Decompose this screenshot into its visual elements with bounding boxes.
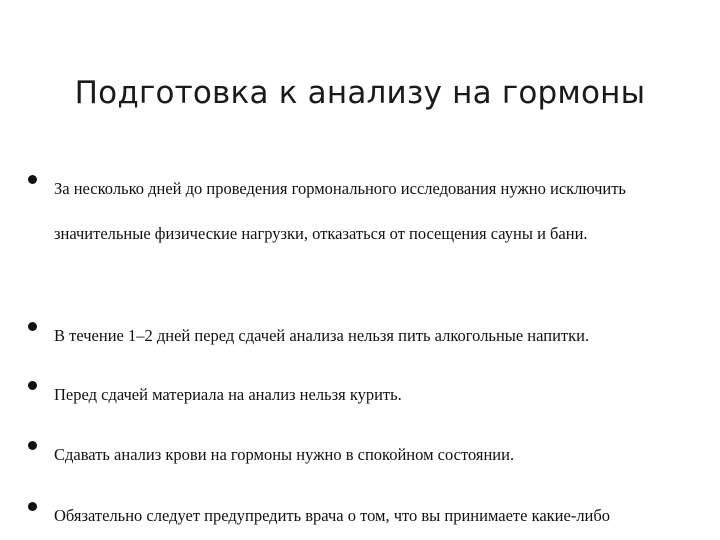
bullet-dot-icon xyxy=(28,175,37,184)
bullet-dot-icon xyxy=(28,322,37,331)
bullet-text: Сдавать анализ крови на гормоны нужно в спокойном состоянии. xyxy=(54,445,515,464)
bullet-text: В течение 1–2 дней перед сдачей анализа нельзя пить алкогольные напитки. xyxy=(54,326,590,345)
bullet-dot-icon xyxy=(28,502,37,511)
bullet-text: За несколько дней до проведения гормонального исследования нужно исключить значительные физические нагрузки, отказаться от посещения сауны и бани. xyxy=(54,179,626,243)
bullet-text: Перед сдачей материала на анализ нельзя курить. xyxy=(54,385,402,404)
bullet-text: Обязательно следует предупредить врача о том, что вы принимаете какие-либо xyxy=(54,506,611,525)
bullet-dot-icon xyxy=(28,441,37,450)
slide-title: Подготовка к анализу на гормоны xyxy=(74,74,646,111)
bullet-dot-icon xyxy=(28,381,37,390)
